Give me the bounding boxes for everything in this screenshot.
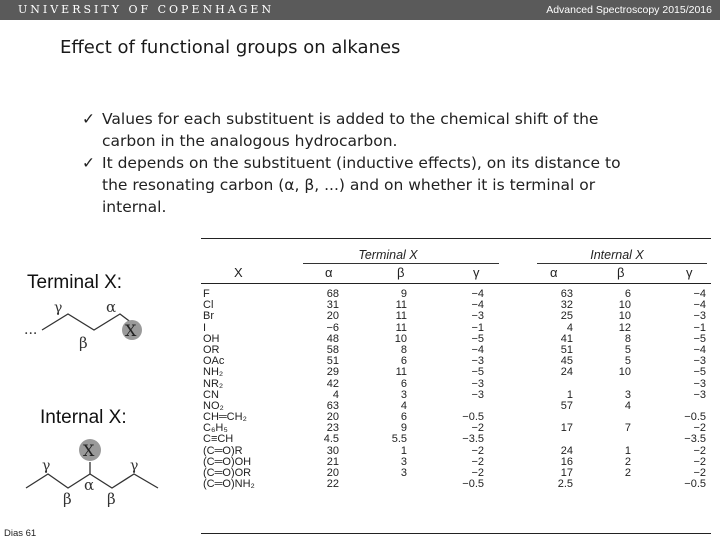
internal-structure — [20, 432, 180, 512]
cell-terminal-beta: 9 — [400, 288, 407, 300]
cell-internal-beta: 6 — [624, 288, 631, 300]
internal-label: Internal X: — [40, 407, 127, 428]
cell-terminal-gamma: −3 — [471, 388, 484, 401]
cell-internal-beta: 3 — [624, 388, 631, 401]
cell-terminal-alpha: 42 — [326, 377, 339, 390]
cell-substituent: (C═O)OH — [203, 455, 252, 468]
chain-dots: ... — [24, 322, 38, 338]
header-bar — [0, 0, 720, 20]
slide-number: Dias 61 — [4, 528, 37, 539]
cell-internal-beta: 10 — [618, 310, 631, 323]
group-terminal-heading: Terminal X — [358, 248, 418, 262]
cell-terminal-beta: 11 — [395, 366, 407, 379]
table-row — [201, 434, 711, 445]
cell-terminal-gamma: −2 — [471, 422, 484, 435]
cell-terminal-alpha: 51 — [326, 355, 339, 368]
cell-terminal-beta: 3 — [400, 467, 407, 479]
cell-terminal-gamma: −2 — [471, 444, 484, 457]
cell-internal-beta: 1 — [624, 444, 631, 457]
header-x: X — [234, 265, 243, 280]
cell-terminal-alpha: 4.5 — [323, 433, 339, 446]
cell-terminal-alpha: 20 — [326, 310, 339, 323]
table-row — [201, 356, 711, 367]
cell-substituent: Br — [203, 310, 214, 323]
cell-terminal-alpha: −6 — [326, 321, 339, 334]
cell-terminal-gamma: −5 — [471, 332, 484, 345]
cell-substituent: Cl — [203, 299, 214, 312]
alpha-label: α — [106, 298, 117, 316]
group-internal-rule — [537, 263, 707, 264]
table-row — [201, 401, 711, 412]
cell-terminal-gamma: −2 — [471, 455, 484, 468]
table-row — [201, 390, 711, 401]
cell-internal-alpha: 4 — [566, 321, 573, 334]
table-row — [201, 379, 711, 390]
x-substituent: X — [83, 441, 95, 460]
header-internal-gamma: γ — [686, 265, 693, 280]
check-icon: ✓ — [82, 110, 95, 128]
table-row — [201, 479, 711, 490]
cell-terminal-beta: 3 — [400, 388, 407, 401]
cell-substituent: NO₂ — [203, 399, 224, 412]
cell-internal-beta: 5 — [624, 355, 631, 368]
cell-terminal-alpha: 23 — [326, 422, 339, 435]
header-terminal-beta: β — [397, 265, 405, 280]
cell-substituent: C₆H₅ — [203, 422, 228, 435]
cell-terminal-gamma: −4 — [471, 288, 484, 300]
cell-terminal-alpha: 4 — [332, 388, 339, 401]
cell-terminal-alpha: 68 — [326, 288, 339, 300]
cell-internal-alpha: 1 — [566, 388, 573, 401]
cell-internal-beta: 5 — [624, 343, 631, 356]
cell-internal-beta: 10 — [618, 366, 631, 379]
table-row — [201, 323, 711, 334]
cell-internal-gamma: −5 — [693, 366, 706, 379]
terminal-label: Terminal X: — [27, 272, 123, 293]
cell-internal-alpha: 2.5 — [557, 478, 573, 491]
table-row — [201, 468, 711, 479]
cell-terminal-gamma: −1 — [471, 321, 484, 334]
table-row — [201, 423, 711, 434]
table-row — [201, 345, 711, 356]
cell-internal-beta: 7 — [624, 422, 631, 435]
cell-internal-gamma: −0.5 — [684, 478, 706, 491]
bullet-text: It depends on the substituent (inductive effects), on its distance to the resonating carbon (α, β, ...) and on whether it is terminal or internal. — [102, 154, 621, 216]
cell-internal-gamma: −4 — [693, 343, 706, 356]
table-row — [201, 412, 711, 423]
cell-terminal-beta: 10 — [394, 332, 407, 345]
bullet-text: Values for each substituent is added to the chemical shift of the carbon in the analogous hydrocarbon. — [102, 110, 599, 150]
x-substituent: X — [125, 321, 137, 340]
cell-terminal-alpha: 30 — [326, 444, 339, 457]
cell-substituent: F — [203, 288, 210, 300]
cell-internal-beta: 10 — [618, 299, 631, 312]
table-row — [201, 446, 711, 457]
cell-internal-alpha: 41 — [560, 332, 573, 345]
cell-internal-gamma: −2 — [693, 422, 706, 435]
cell-internal-alpha: 57 — [560, 399, 573, 412]
table-row — [201, 311, 711, 322]
bullet-item — [82, 152, 622, 218]
cell-terminal-beta: 9 — [400, 422, 407, 435]
gamma-right-label: γ — [130, 458, 139, 474]
header-rule — [201, 283, 711, 284]
slide-title: Effect of functional groups on alkanes — [60, 37, 401, 58]
cell-terminal-alpha: 20 — [326, 467, 339, 479]
cell-internal-gamma: −2 — [693, 444, 706, 457]
cell-internal-alpha: 63 — [560, 288, 573, 300]
cell-terminal-alpha: 21 — [326, 455, 339, 468]
cell-terminal-gamma: −0.5 — [462, 411, 484, 424]
cell-terminal-beta: 6 — [400, 411, 407, 424]
cell-substituent: CN — [203, 388, 219, 401]
beta-right-label: β — [107, 490, 116, 508]
group-internal-heading: Internal X — [590, 248, 644, 262]
bullet-list — [82, 108, 622, 218]
cell-terminal-gamma: −3.5 — [462, 433, 484, 446]
cell-internal-gamma: −3.5 — [684, 433, 706, 446]
cell-substituent: (C═O)R — [203, 444, 243, 457]
table-row — [201, 289, 711, 300]
gamma-left-label: γ — [42, 458, 51, 474]
table-row — [201, 367, 711, 378]
cell-internal-gamma: −4 — [693, 288, 706, 300]
cell-internal-alpha: 25 — [560, 310, 573, 323]
cell-internal-beta: 2 — [624, 467, 631, 479]
cell-terminal-alpha: 31 — [326, 299, 339, 312]
cell-substituent: I — [203, 321, 207, 334]
cell-internal-alpha: 16 — [560, 455, 573, 468]
cell-internal-alpha: 17 — [560, 422, 573, 435]
cell-internal-gamma: −4 — [693, 299, 706, 312]
cell-substituent: C≡CH — [203, 433, 234, 446]
cell-substituent: NR₂ — [203, 377, 224, 390]
cell-internal-gamma: −0.5 — [684, 411, 706, 424]
group-terminal-rule — [303, 263, 499, 264]
cell-terminal-beta: 11 — [395, 310, 407, 323]
cell-internal-gamma: −3 — [693, 355, 706, 368]
cell-internal-alpha: 24 — [560, 366, 573, 379]
header-internal-beta: β — [617, 265, 625, 280]
cell-substituent: (C═O)OR — [203, 467, 252, 479]
alpha-label: α — [84, 476, 95, 494]
cell-internal-gamma: −2 — [693, 455, 706, 468]
gamma-label: γ — [54, 300, 63, 316]
cell-internal-beta: 4 — [624, 399, 631, 412]
check-icon: ✓ — [82, 154, 95, 172]
cell-terminal-beta: 8 — [400, 343, 407, 356]
header-internal-alpha: α — [550, 265, 558, 280]
beta-label: β — [79, 334, 88, 352]
cell-terminal-beta: 1 — [400, 444, 407, 457]
cell-terminal-beta: 11 — [395, 299, 407, 312]
cell-substituent: OR — [203, 343, 220, 356]
beta-left-label: β — [63, 490, 72, 508]
university-name: UNIVERSITY OF COPENHAGEN — [18, 3, 275, 16]
cell-internal-beta: 8 — [624, 332, 631, 345]
cell-substituent: NH₂ — [203, 366, 224, 379]
cell-terminal-beta: 5.5 — [391, 433, 407, 446]
course-title: Advanced Spectroscopy 2015/2016 — [546, 4, 712, 16]
table-body — [201, 289, 711, 490]
cell-terminal-beta: 3 — [400, 455, 407, 468]
cell-substituent: OH — [203, 332, 220, 345]
header-terminal-alpha: α — [325, 265, 333, 280]
table-row — [201, 334, 711, 345]
cell-substituent: CH═CH₂ — [203, 411, 247, 424]
cell-terminal-gamma: −0.5 — [462, 478, 484, 491]
cell-internal-gamma: −1 — [693, 321, 706, 334]
cell-internal-alpha: 45 — [560, 355, 573, 368]
cell-internal-alpha: 32 — [560, 299, 573, 312]
cell-substituent: (C═O)NH₂ — [203, 478, 255, 491]
cell-internal-gamma: −5 — [693, 332, 706, 345]
cell-internal-beta: 12 — [618, 321, 631, 334]
cell-internal-beta: 2 — [624, 455, 631, 468]
cell-terminal-gamma: −4 — [471, 299, 484, 312]
cell-terminal-beta: 11 — [395, 321, 407, 334]
terminal-structure — [20, 298, 180, 358]
cell-terminal-alpha: 22 — [326, 478, 339, 491]
cell-internal-alpha: 51 — [560, 343, 573, 356]
table-row — [201, 300, 711, 311]
cell-terminal-gamma: −3 — [471, 355, 484, 368]
cell-terminal-alpha: 29 — [326, 366, 339, 379]
cell-internal-alpha: 17 — [560, 467, 573, 479]
bullet-item — [82, 108, 622, 152]
cell-terminal-alpha: 63 — [326, 399, 339, 412]
cell-internal-alpha: 24 — [560, 444, 573, 457]
cell-terminal-beta: 6 — [400, 355, 407, 368]
cell-internal-gamma: −3 — [693, 377, 706, 390]
cell-terminal-alpha: 20 — [326, 411, 339, 424]
cell-terminal-alpha: 48 — [326, 332, 339, 345]
table-row — [201, 457, 711, 468]
cell-terminal-gamma: −3 — [471, 377, 484, 390]
cell-internal-gamma: −3 — [693, 310, 706, 323]
cell-internal-gamma: −2 — [693, 467, 706, 479]
cell-internal-gamma: −3 — [693, 388, 706, 401]
substituent-table — [201, 238, 711, 534]
cell-terminal-gamma: −2 — [471, 467, 484, 479]
cell-terminal-gamma: −4 — [471, 343, 484, 356]
cell-terminal-beta: 4 — [400, 399, 407, 412]
cell-terminal-beta: 6 — [400, 377, 407, 390]
cell-substituent: OAc — [203, 355, 225, 368]
cell-terminal-gamma: −3 — [471, 310, 484, 323]
cell-terminal-gamma: −5 — [471, 366, 484, 379]
header-terminal-gamma: γ — [473, 265, 480, 280]
cell-terminal-alpha: 58 — [326, 343, 339, 356]
